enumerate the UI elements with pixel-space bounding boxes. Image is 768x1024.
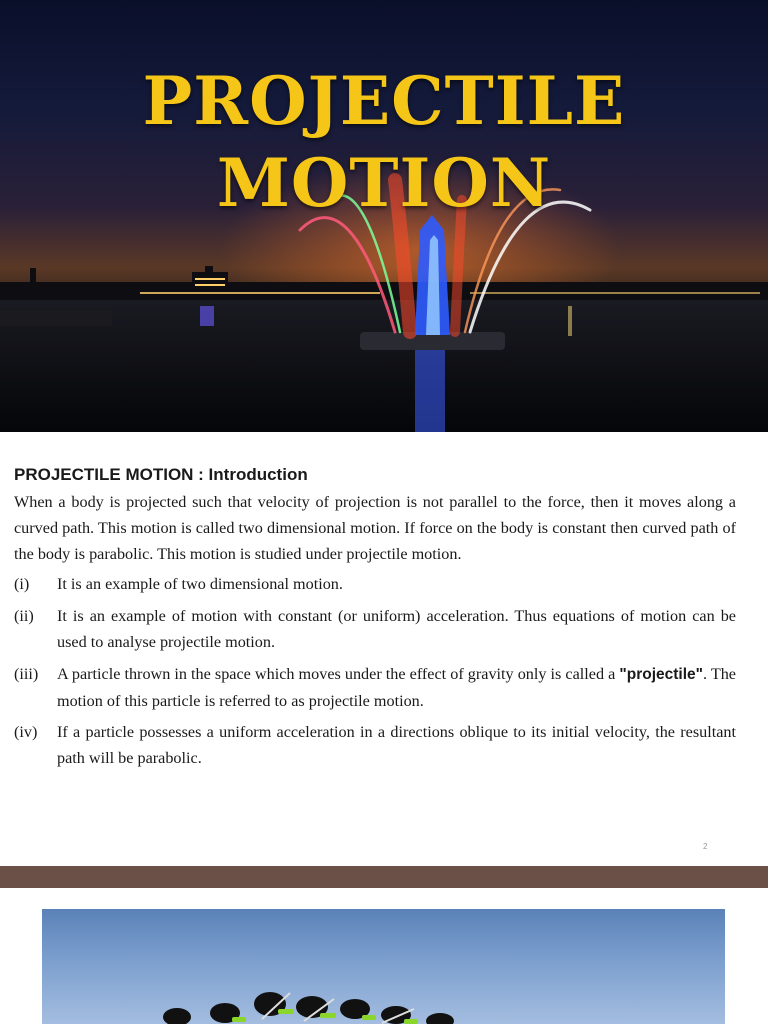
list-item-text-after: . The motion of this particle is referred to as projectile motion. (57, 665, 736, 710)
list-item-number: (ii) (14, 607, 34, 625)
intro-paragraph: When a body is projected such that velocity of projection is not parallel to the force, then it moves along a curved path. This motion is called two dimensional motion. If force on the body is constant then curved path of the body is parabolic. This motion is studied under projectile motion. (14, 493, 736, 563)
slide-title-line-2: MOTION (216, 144, 552, 222)
list-item-number: (iii) (14, 665, 39, 683)
jumper-figures-image (42, 909, 725, 1024)
page-number: 2 (703, 842, 708, 851)
list-item-number: (i) (14, 575, 30, 593)
list-item-number: (iv) (14, 723, 38, 741)
projectile-term: "projectile" (619, 666, 703, 683)
list-item-text-before: A particle thrown in the space which moves under the effect of gravity only is called a (57, 665, 620, 683)
list-item-text: If a particle possesses a uniform acceleration in a directions oblique to its initial velocity, the resultant path will be parabolic. (57, 723, 736, 767)
section-heading: PROJECTILE MOTION : Introduction (14, 465, 308, 484)
list-item-text: It is an example of two dimensional motion. (57, 575, 343, 593)
list-item-text (57, 661, 736, 714)
slide-divider-band (0, 866, 768, 888)
jumper-sequence-photo (42, 909, 725, 1024)
title-slide (0, 0, 768, 432)
list-item-text: It is an example of motion with constant (or uniform) acceleration. Thus equations of motion can be used to analyse projectile motion. (57, 607, 736, 651)
slide-title-line-1: PROJECTILE (142, 62, 626, 140)
introduction-slide (0, 432, 768, 866)
photo-slide (0, 888, 768, 1024)
